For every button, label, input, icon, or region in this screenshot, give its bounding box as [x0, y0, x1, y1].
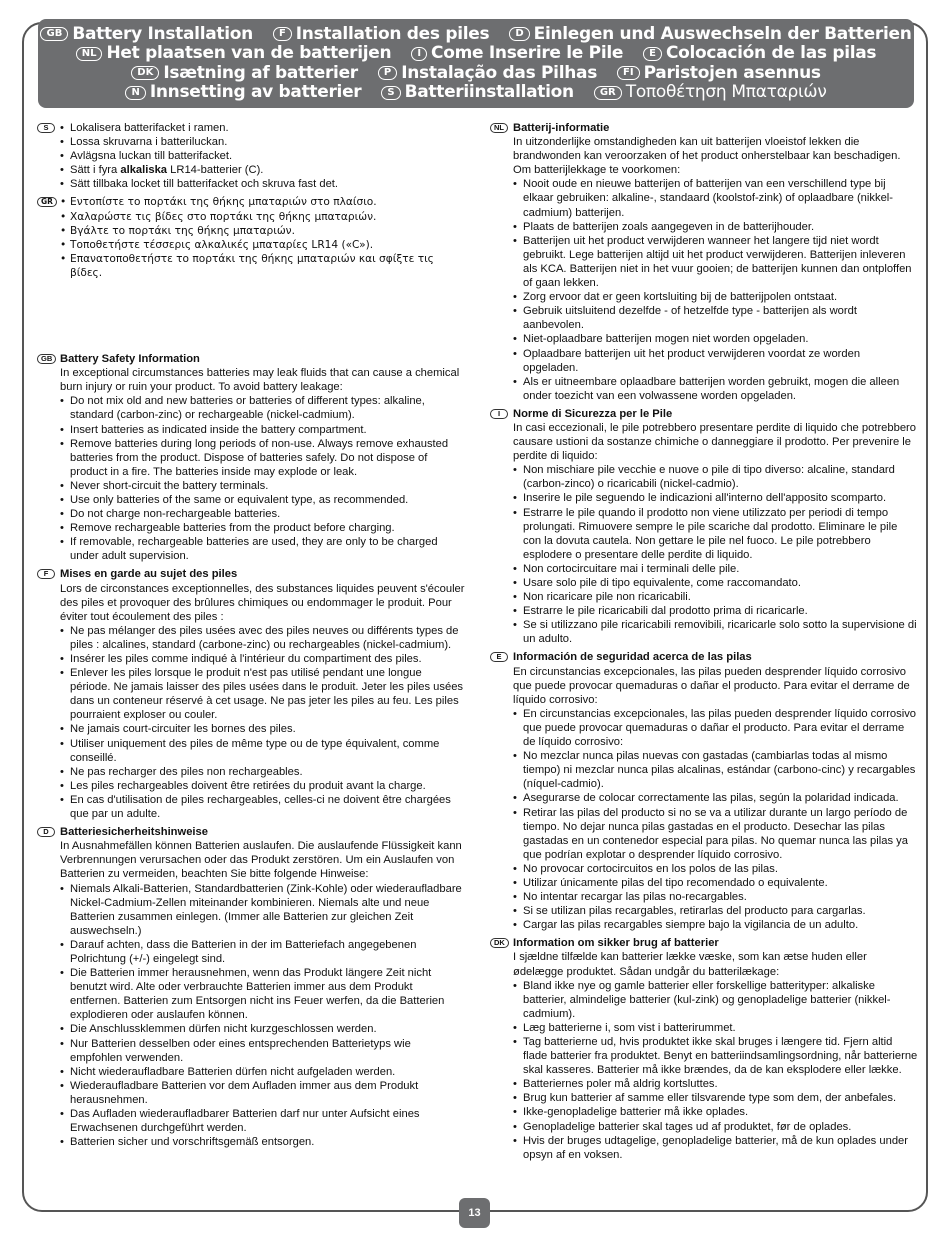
- item-list: [60, 195, 465, 280]
- list-item: • Batterien sicher und vorschriftsgemäß entsorgen.: [60, 1135, 465, 1149]
- title-text: Instalação das Pilhas: [401, 62, 598, 83]
- title-text: Installation des piles: [295, 23, 490, 44]
- list-item: • Estrarre le pile quando il prodotto non viene utilizzato per periodi di tempo prolungati. Rimuovere sempre le pile scariche dal prodotto. Eliminare le pile con la dovuta cautela. Non gettare le pile nel fuoco. Le pile potrebbero esplodere o presentare delle perdite di liquido.: [513, 506, 918, 562]
- list-item: • Usare solo pile di tipo equivalente, come raccomandato.: [513, 576, 918, 590]
- language-badge: N: [125, 86, 145, 100]
- emphasis: alkaliska: [120, 164, 168, 177]
- installation-title: [378, 64, 597, 84]
- item-list: [513, 463, 918, 646]
- item-list: [513, 707, 918, 933]
- installation-title: [273, 25, 489, 45]
- section-title: Information om sikker brug af batterier: [513, 937, 719, 950]
- list-item: • Do not mix old and new batteries or batteries of different types: alkaline, standard (carbon-zinc) or rechargeable (nickel-cadmium).: [60, 394, 465, 422]
- section-title: Norme di Sicurezza per le Pile: [513, 407, 673, 420]
- list-item: • Τοποθετήστε τέσσερις αλκαλικές μπαταρίες LR14 («C»).: [60, 238, 465, 252]
- title-text: Colocación de las pilas: [665, 43, 877, 63]
- language-badge: E: [490, 652, 508, 662]
- section-e-safety: [490, 650, 918, 932]
- section-intro: I sjældne tilfælde kan batterier lække væske, som kan ætse huden eller ødelægge produktet. Sådan undgår du batterilækage:: [513, 951, 867, 978]
- section-title: Información de seguridad acerca de las pilas: [513, 651, 752, 664]
- list-item: • Ne pas mélanger des piles usées avec des piles neuves ou différents types de piles : alcalines, standard (carbone-zinc) ou rechargeables (nickel-cadmium).: [60, 624, 465, 652]
- list-item: • Nur Batterien desselben oder eines entsprechenden Batterietyps wie empfohlen verwenden.: [60, 1037, 465, 1065]
- language-badge: NL: [76, 47, 103, 61]
- title-text: Come Inserire le Pile: [431, 43, 624, 63]
- list-item: • Utiliser uniquement des piles de même type ou de type équivalent, comme conseillé.: [60, 737, 465, 765]
- language-badge: GR: [37, 197, 57, 207]
- language-badge: NL: [490, 123, 508, 133]
- list-item: • Hvis der bruges udtagelige, genopladelige batterier, må de kun oplades under opsyn af en voksen.: [513, 1134, 918, 1162]
- list-item: • Bland ikke nye og gamle batterier eller forskellige batterityper: alkaliske batterier, almindelige batterier (kul-zink) og genopladelige batterier (nikkel-cadmium).: [513, 979, 918, 1021]
- list-item: • No mezclar nunca pilas nuevas con gastadas (cambiarlas todas al mismo tiempo) ni mezclar nunca pilas alcalinas, estándar (carbono-cinc) y recargables (níquel-cadmio).: [513, 749, 918, 791]
- list-item: • Non mischiare pile vecchie e nuove o pile di tipo diverso: alcaline, standard (carbon-zinco) o ricaricabili (nickel-cadmio).: [513, 463, 918, 491]
- installation-title: [411, 44, 623, 64]
- item-list: [513, 177, 918, 403]
- item-list: [60, 882, 465, 1150]
- list-item: • No provocar cortocircuitos en los polos de las pilas.: [513, 862, 918, 876]
- list-item: • Plaats de batterijen zoals aangegeven in de batterijhouder.: [513, 220, 918, 234]
- list-item: • If removable, rechargeable batteries are used, they are only to be charged under adult supervision.: [60, 535, 465, 563]
- language-badge: I: [490, 409, 508, 419]
- list-item: • Do not charge non-rechargeable batteries.: [60, 507, 465, 521]
- installation-title: [40, 25, 252, 45]
- section-s-installation: [37, 121, 465, 191]
- section-f-safety: [37, 567, 465, 821]
- title-banner: [38, 19, 914, 108]
- title-text: Innsetting av batterier: [149, 82, 362, 102]
- title-text: Τοποθέτηση Μπαταριών: [625, 82, 827, 102]
- section-d-safety: [37, 825, 465, 1149]
- title-text: Einlegen und Auswechseln der Batterien: [533, 23, 912, 44]
- list-item: • Χαλαρώστε τις βίδες στο πορτάκι της θήκης μπαταριών.: [60, 210, 465, 224]
- list-item: • Επανατοποθετήστε το πορτάκι της θήκης μπαταριών και σφίξτε τις βίδες.: [60, 252, 465, 280]
- installation-title: [125, 83, 361, 103]
- list-item: • Sätt tillbaka locket till batterifacket och skruva fast det.: [60, 177, 465, 191]
- list-item: • Tag batterierne ud, hvis produktet ikke skal bruges i længere tid. Fjern altid flade batterier fra produktet. Benyt en batteriindsamlingsordning, når batterierne skal kasseres. Batterier må ikke brændes, da de kan eksplodere eller lække.: [513, 1035, 918, 1077]
- list-item: • Cargar las pilas recargables siempre bajo la vigilancia de un adulto.: [513, 918, 918, 932]
- list-item: • Die Anschlussklemmen dürfen nicht kurzgeschlossen werden.: [60, 1022, 465, 1036]
- title-text: Batteriinstallation: [404, 82, 574, 102]
- list-item: • Estrarre le pile ricaricabili dal prodotto prima di ricaricarle.: [513, 604, 918, 618]
- section-title: Batterij-informatie: [513, 122, 610, 134]
- list-item: • Enlever les piles lorsque le produit n'est pas utilisé pendant une longue période. Ne jamais laisser des piles usées dans le produit. Jeter les piles usées dans un conteneur réservé à cet usage. Ne pas jeter les piles au feu. Les piles pourraient exploser ou couler.: [60, 666, 465, 722]
- section-gr-installation: [37, 195, 465, 280]
- list-item: • Insert batteries as indicated inside the battery compartment.: [60, 423, 465, 437]
- list-item: • Gebruik uitsluitend dezelfde - of hetzelfde type - batterijen als wordt aanbevolen.: [513, 304, 918, 332]
- language-badge: GB: [37, 354, 56, 364]
- section-title: Batteriesicherheitshinweise: [60, 826, 208, 839]
- list-item: • Læg batterierne i, som vist i batterirummet.: [513, 1021, 918, 1035]
- left-column: [37, 121, 465, 1153]
- language-badge: E: [643, 47, 662, 61]
- item-list: [60, 121, 465, 191]
- list-item: • Genopladelige batterier skal tages ud af produktet, før de oplades.: [513, 1120, 918, 1134]
- section-intro: In exceptional circumstances batteries may leak fluids that can cause a chemical burn injury or ruin your product. To avoid battery leakage:: [60, 367, 460, 394]
- installation-title: [509, 25, 911, 45]
- list-item: • Retirar las pilas del producto si no se va a utilizar durante un largo período de tiempo. No dejar nunca pilas gastadas en el producto. Desechar las pilas gastadas en un contenedor especial para pilas. No quemar nunca las pilas ya que podrían explotar o desprender líquido corrosivo.: [513, 806, 918, 862]
- list-item: • Insérer les piles comme indiqué à l'intérieur du compartiment des piles.: [60, 652, 465, 666]
- section-intro: En circunstancias excepcionales, las pilas pueden desprender líquido corrosivo que puede provocar quemaduras o dañar el producto. Para evitar el derrame de líquido corrosivo:: [513, 665, 910, 706]
- list-item: • Ne jamais court-circuiter les bornes des piles.: [60, 722, 465, 736]
- list-item: • Se si utilizzano pile ricaricabili removibili, ricaricarle solo sotto la supervisione di un adulto.: [513, 618, 918, 646]
- installation-title: [76, 44, 392, 64]
- title-text: Het plaatsen van de batterijen: [106, 43, 392, 63]
- title-text: Paristojen asennus: [643, 62, 821, 83]
- language-badge: S: [37, 123, 55, 133]
- list-item: • Das Aufladen wiederaufladbarer Batterien darf nur unter Aufsicht eines Erwachsenen durchgeführt werden.: [60, 1107, 465, 1135]
- list-item: • Batteriernes poler må aldrig kortsluttes.: [513, 1077, 918, 1091]
- list-item: • Remove rechargeable batteries from the product before charging.: [60, 521, 465, 535]
- list-item: • Batterijen uit het product verwijderen wanneer het langere tijd niet wordt gebruikt. Lege batterijen altijd uit het product verwijderen. Batterijen inleveren als KCA. Batterijen niet in het vuur gooien; de batterijen kunnen dan ontploffen of gaan lekken.: [513, 234, 918, 290]
- section-title: Battery Safety Information: [60, 353, 200, 366]
- title-row: [76, 44, 877, 64]
- list-item: • Βγάλτε το πορτάκι της θήκης μπαταριών.: [60, 224, 465, 238]
- installation-title: [381, 83, 573, 103]
- item-list: [60, 624, 465, 821]
- language-badge: GR: [594, 86, 622, 100]
- list-item: • Εντοπίστε το πορτάκι της θήκης μπαταριών στο πλαίσιο.: [60, 195, 465, 209]
- list-item: • En circunstancias excepcionales, las pilas pueden desprender líquido corrosivo que puede provocar quemaduras o dañar el producto. Para evitar el derrame de líquido corrosivo:: [513, 707, 918, 749]
- installation-title: [643, 44, 876, 64]
- list-item: • Als er uitneembare oplaadbare batterijen worden gebruikt, mogen die alleen onder toezicht van een volwassene worden opgeladen.: [513, 375, 918, 403]
- list-item: • Nooit oude en nieuwe batterijen of batterijen van een verschillend type bij elkaar gebruiken: alkaline-, standaard (koolstof-zink) of oplaadbare (nikkel-cadmium) batterijen.: [513, 177, 918, 219]
- section-intro: Lors de circonstances exceptionnelles, des substances liquides peuvent s'écouler des piles et provoquer des brûlures chimiques ou endommager le produit. Pour éviter tout écoulement des piles :: [60, 582, 465, 623]
- language-badge: FI: [617, 66, 640, 80]
- language-badge: D: [37, 827, 55, 837]
- right-column: [490, 121, 918, 1166]
- list-item: • Ne pas recharger des piles non rechargeables.: [60, 765, 465, 779]
- list-item: • Oplaadbare batterijen uit het product verwijderen voordat ze worden opgeladen.: [513, 347, 918, 375]
- list-item: • Remove batteries during long periods of non-use. Always remove exhausted batteries from the product. Dispose of batteries safely. Do not dispose of product in a fire. The batteries inside may explode or leak.: [60, 437, 465, 479]
- title-text: Isætning af batterier: [163, 62, 358, 83]
- list-item: • En cas d'utilisation de piles rechargeables, celles-ci ne doivent être chargées que par un adulte.: [60, 793, 465, 821]
- section-intro: In Ausnahmefällen können Batterien auslaufen. Die auslaufende Flüssigkeit kann Verbrennungen verursachen oder das Produkt zerstören. Um ein Auslaufen von Batterien zu vermeiden, beachten Sie bitte folgende Hinweise:: [60, 840, 462, 881]
- list-item: • Wiederaufladbare Batterien vor dem Aufladen immer aus dem Produkt herausnehmen.: [60, 1079, 465, 1107]
- language-badge: DK: [490, 938, 509, 948]
- list-item: • Never short-circuit the battery terminals.: [60, 479, 465, 493]
- list-item: • Utilizar únicamente pilas del tipo recomendado o equivalente.: [513, 876, 918, 890]
- section-gb-safety: [37, 352, 465, 563]
- title-text: Battery Installation: [72, 23, 253, 44]
- language-badge: F: [273, 27, 292, 41]
- language-badge: S: [381, 86, 400, 100]
- title-row: [131, 64, 820, 84]
- list-item: • Zorg ervoor dat er geen kortsluiting bij de batterijpolen ontstaat.: [513, 290, 918, 304]
- list-item: • Niet-oplaadbare batterijen mogen niet worden opgeladen.: [513, 332, 918, 346]
- language-badge: DK: [131, 66, 159, 80]
- section-title: Mises en garde au sujet des piles: [60, 568, 238, 581]
- title-row: [40, 25, 911, 45]
- item-list: [513, 979, 918, 1162]
- installation-title: [594, 83, 827, 103]
- installation-title: [131, 64, 358, 84]
- section-intro: In casi eccezionali, le pile potrebbero presentare perdite di liquido che potrebbero causare ustioni da sostanze chimiche o danneggiare il prodotto. Per prevenire le perdite di liquido:: [513, 421, 917, 463]
- list-item: • Brug kun batterier af samme eller tilsvarende type som dem, der anbefales.: [513, 1091, 918, 1105]
- list-item: • Avlägsna luckan till batterifacket.: [60, 149, 465, 163]
- list-item: • Nicht wiederaufladbare Batterien dürfen nicht aufgeladen werden.: [60, 1065, 465, 1079]
- list-item: • Si se utilizan pilas recargables, retirarlas del producto para cargarlas.: [513, 904, 918, 918]
- list-item: • No intentar recargar las pilas no-recargables.: [513, 890, 918, 904]
- list-item: • Niemals Alkali-Batterien, Standardbatterien (Zink-Kohle) oder wiederaufladbare Nickel-Cadmium-Zellen miteinander kombinieren. Niemals alte und neue Batterien zusammen einlegen. (Immer alle Batterien zur gleichen Zeit auswechseln.): [60, 882, 465, 938]
- item-list: [60, 394, 465, 563]
- list-item: • Use only batteries of the same or equivalent type, as recommended.: [60, 493, 465, 507]
- list-item: • Lossa skruvarna i batteriluckan.: [60, 135, 465, 149]
- section-nl-safety: [490, 121, 918, 403]
- list-item: • Inserire le pile seguendo le indicazioni all'interno dell'apposito scomparto.: [513, 491, 918, 505]
- list-item: • Lokalisera batterifacket i ramen.: [60, 121, 465, 135]
- language-badge: D: [509, 27, 529, 41]
- list-item: • Les piles rechargeables doivent être retirées du produit avant la charge.: [60, 779, 465, 793]
- language-badge: GB: [40, 27, 68, 41]
- language-badge: P: [378, 66, 397, 80]
- list-item: • Asegurarse de colocar correctamente las pilas, según la polaridad indicada.: [513, 791, 918, 805]
- language-badge: I: [411, 47, 427, 61]
- page-number: 13: [459, 1198, 490, 1228]
- language-badge: F: [37, 569, 55, 579]
- installation-title: [617, 64, 821, 84]
- section-intro: In uitzonderlijke omstandigheden kan uit batterijen vloeistof lekken die brandwonden kan veroorzaken of het product onherstelbaar kan beschadigen. Om batterijlekkage te voorkomen:: [513, 136, 901, 177]
- title-row: [125, 83, 826, 103]
- section-dk-safety: [490, 936, 918, 1162]
- list-item: • Die Batterien immer herausnehmen, wenn das Produkt längere Zeit nicht benutzt wird. Alte oder verbrauchte Batterien immer aus dem Produkt entfernen. Batterien zum Entsorgen nicht ins Feuer werfen, da die Batterien explodieren oder auslaufen können.: [60, 966, 465, 1022]
- section-i-safety: [490, 407, 918, 647]
- list-item: • Ikke-genopladelige batterier må ikke oplades.: [513, 1105, 918, 1119]
- list-item: • Sätt i fyra alkaliska LR14-batterier (C).: [60, 163, 465, 177]
- list-item: • Non cortocircuitare mai i terminali delle pile.: [513, 562, 918, 576]
- list-item: • Darauf achten, dass die Batterien in der im Batteriefach angegebenen Polrichtung (+/-) eingelegt sind.: [60, 938, 465, 966]
- list-item: • Non ricaricare pile non ricaricabili.: [513, 590, 918, 604]
